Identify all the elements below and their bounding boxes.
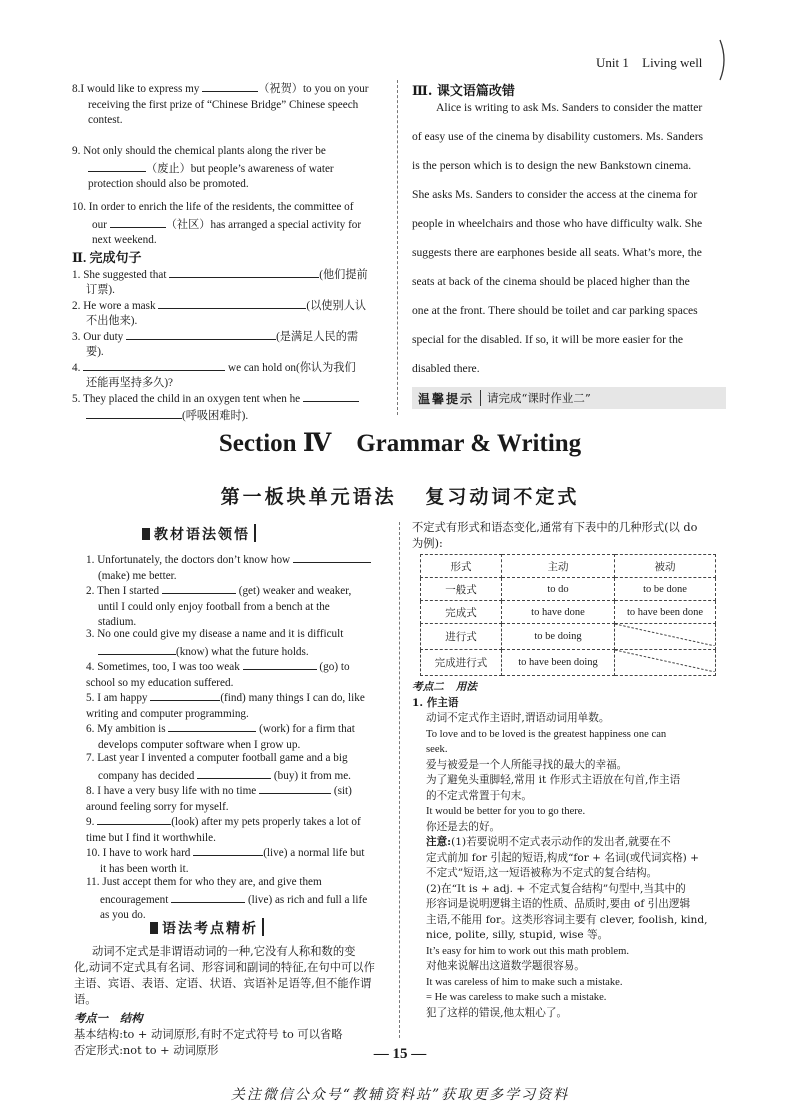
box-heading-2: 语法考点精析 [150, 918, 264, 938]
table-row: 完成式 to have done to have been done [421, 601, 716, 624]
book-icon [150, 922, 158, 934]
infinitive-forms-table [420, 554, 716, 676]
section-2-title: Ⅱ. 完成句子 [72, 250, 142, 265]
tip-label: 温馨提示 [418, 391, 475, 406]
question-10: 10. In order to enrich the life of the residents, the committee of our （社区）has arranged a special activity for next weekend. [72, 201, 362, 246]
table-row: 完成进行式 to have been doing [421, 650, 716, 676]
point-1-label: 考点一 [74, 1011, 108, 1025]
exercise-8: 8. I have a very busy life with no time (sit) around feeling sorry for myself. [86, 782, 388, 813]
footer-note: 关注微信公众号“教辅资料站”获取更多学习资料 [230, 1087, 570, 1103]
exercise-6: 6. My ambition is (work) for a firm that develops computer software when I grow up. [86, 720, 388, 751]
right-top-column [412, 80, 726, 409]
table-row: 一般式 to do to be done [421, 578, 716, 601]
point-2-label: 考点二 [412, 681, 444, 693]
exercise-3: 3. No one could give my disease a name and it is difficult (know) what the future holds. [86, 628, 344, 658]
sentence-list [72, 266, 390, 421]
question-8: 8.I would like to express my （祝贺）to you on your receiving the first prize of “Chinese Bridge” Chinese speech contest. [72, 80, 390, 140]
sentence-5: 5. They placed the child in an oxygen tent when he (呼吸困难时). [72, 390, 390, 421]
exercise-5: 5. I am happy (find) many things I can do, like writing and computer programming. [86, 689, 388, 720]
exercise-10: 10. I have to work hard (live) a normal life but it has been worth it. [86, 844, 388, 875]
unit-label: Unit 1 [596, 55, 629, 70]
column-divider-bottom [399, 522, 401, 1038]
exercise-11: 11. Just accept them for who they are, and give them encouragement (live) as rich and full a life as you do. [86, 876, 368, 921]
grammar-exercises [86, 551, 388, 921]
exercise-9: 9. (look) after my pets properly takes a lot of time but I find it worthwhile. [86, 813, 388, 844]
empty-cell-slash [615, 650, 715, 672]
grammar-intro: 动词不定式是非谓语动词的一种,它没有人称和数的变 化,动词不定式具有名词、形容词和副词的特征,在句中可以作 主语、宾语、表语、定语、状语、宾语补足语等,但不能作谓语。 考点一 结构 基本结构:to + 动词原形,有时不定式符号 to 可以省略 否定形式:not to + 动词原形 [74, 945, 375, 1057]
exercise-2: 2. Then I started (get) weaker and weaker, until I could only enjoy football from a bench at the stadium. [86, 582, 388, 627]
page-number: — 15 — [373, 1046, 427, 1062]
sentence-3: 3. Our duty (是满足人民的需 要). [72, 328, 390, 359]
exercise-7: 7. Last year I invented a computer football game and a big company has decided (buy) it from me. [86, 752, 351, 782]
running-header [596, 55, 702, 71]
section-3-title: Ⅲ. 课文语篇改错 [412, 84, 515, 99]
column-divider-top [397, 80, 399, 415]
table-header-row: 形式 主动 被动 [421, 555, 716, 578]
tip-bar [412, 387, 726, 409]
tip-text: 请完成“课时作业二” [487, 391, 591, 405]
right-bottom-column: 不定式有形式和语态变化,通常有下表中的几种形式(以 do 为例): [412, 521, 698, 550]
book-icon [142, 528, 150, 540]
sentence-2: 2. He wore a mask (以使别人认 不出他来). [72, 297, 390, 328]
sentence-1: 1. She suggested that (他们提前 订票). [72, 266, 390, 297]
note-label: 注意: [426, 836, 452, 848]
exercise-1: 1. Unfortunately, the doctors don’t know how (make) me better. [86, 551, 388, 582]
section-subtitle: 第一板块单元语法 复习动词不定式 [220, 486, 580, 508]
table-row: 进行式 to be doing [421, 624, 716, 650]
unit-title: Living well [642, 55, 703, 70]
question-9: 9. Not only should the chemical plants along the river be （废止）but people’s awareness of water protection should also be promoted. [72, 145, 334, 190]
box-heading-1: 教材语法领悟 [142, 524, 256, 544]
header-bracket-decoration [716, 38, 730, 82]
sentence-4: 4. we can hold on(你认为我们 还能再坚持多久)? [72, 359, 390, 390]
empty-cell-slash [615, 624, 715, 646]
correction-passage: Alice is writing to ask Ms. Sanders to consider the matter of easy use of the cinema by disability customers. Ms. Sanders is the person which is to design the new Bankstown cinema. She asks Ms. Sanders to consider the access at the cinema for people in wheelchairs and those who have difficulty walk. She suggests there are earphones beside all seats. What’s more, the seats at back of the cinema should be placed higher than the one at the front. There should be toilet and car parking spaces special for the disabled. If so, it will be more easier for the disabled there. [412, 101, 704, 375]
section-title: Section Ⅳ Grammar & Writing [218, 430, 582, 457]
left-top-column [72, 80, 390, 421]
usage-notes: 考点二 用法 1. 作主语 动词不定式作主语时,谓语动词用单数。 To love and to be loved is the greatest happiness one can seek. 爱与被爱是一个人所能寻找的最大的幸福。 为了避免头重脚轻,常用 it 作形式主语放在句首,作主语 的不定式常置于句末。 It would be better for you to go there. 你还是去的好。 注意:(1)若要说明不定式表示动作的发出者,就要在不 定式前加 for 引起的短语,构成“for + 名词(或代词宾格) + 不定式”短语,这一短语被称为不定式的复合结构。 (2)在“It is + adj. + 不定式复合结构”句型中,当其中的 形容词是说明逻辑主语的性质、品质时,要由 of 引出逻辑 主语,不能用 for。这类形容词主要有 clever, foolish, kind, nice, polite, silly, stupid, wise 等。 It’s easy for him to work out this math problem. 对他来说解出这道数学题很容易。 It was careless of him to make such a mistake. = He was careless to make such a mistake. 犯了这样的错误,他太粗心了。 [412, 681, 708, 1019]
exercise-4: 4. Sometimes, too, I was too weak (go) to school so my education suffered. [86, 658, 388, 689]
